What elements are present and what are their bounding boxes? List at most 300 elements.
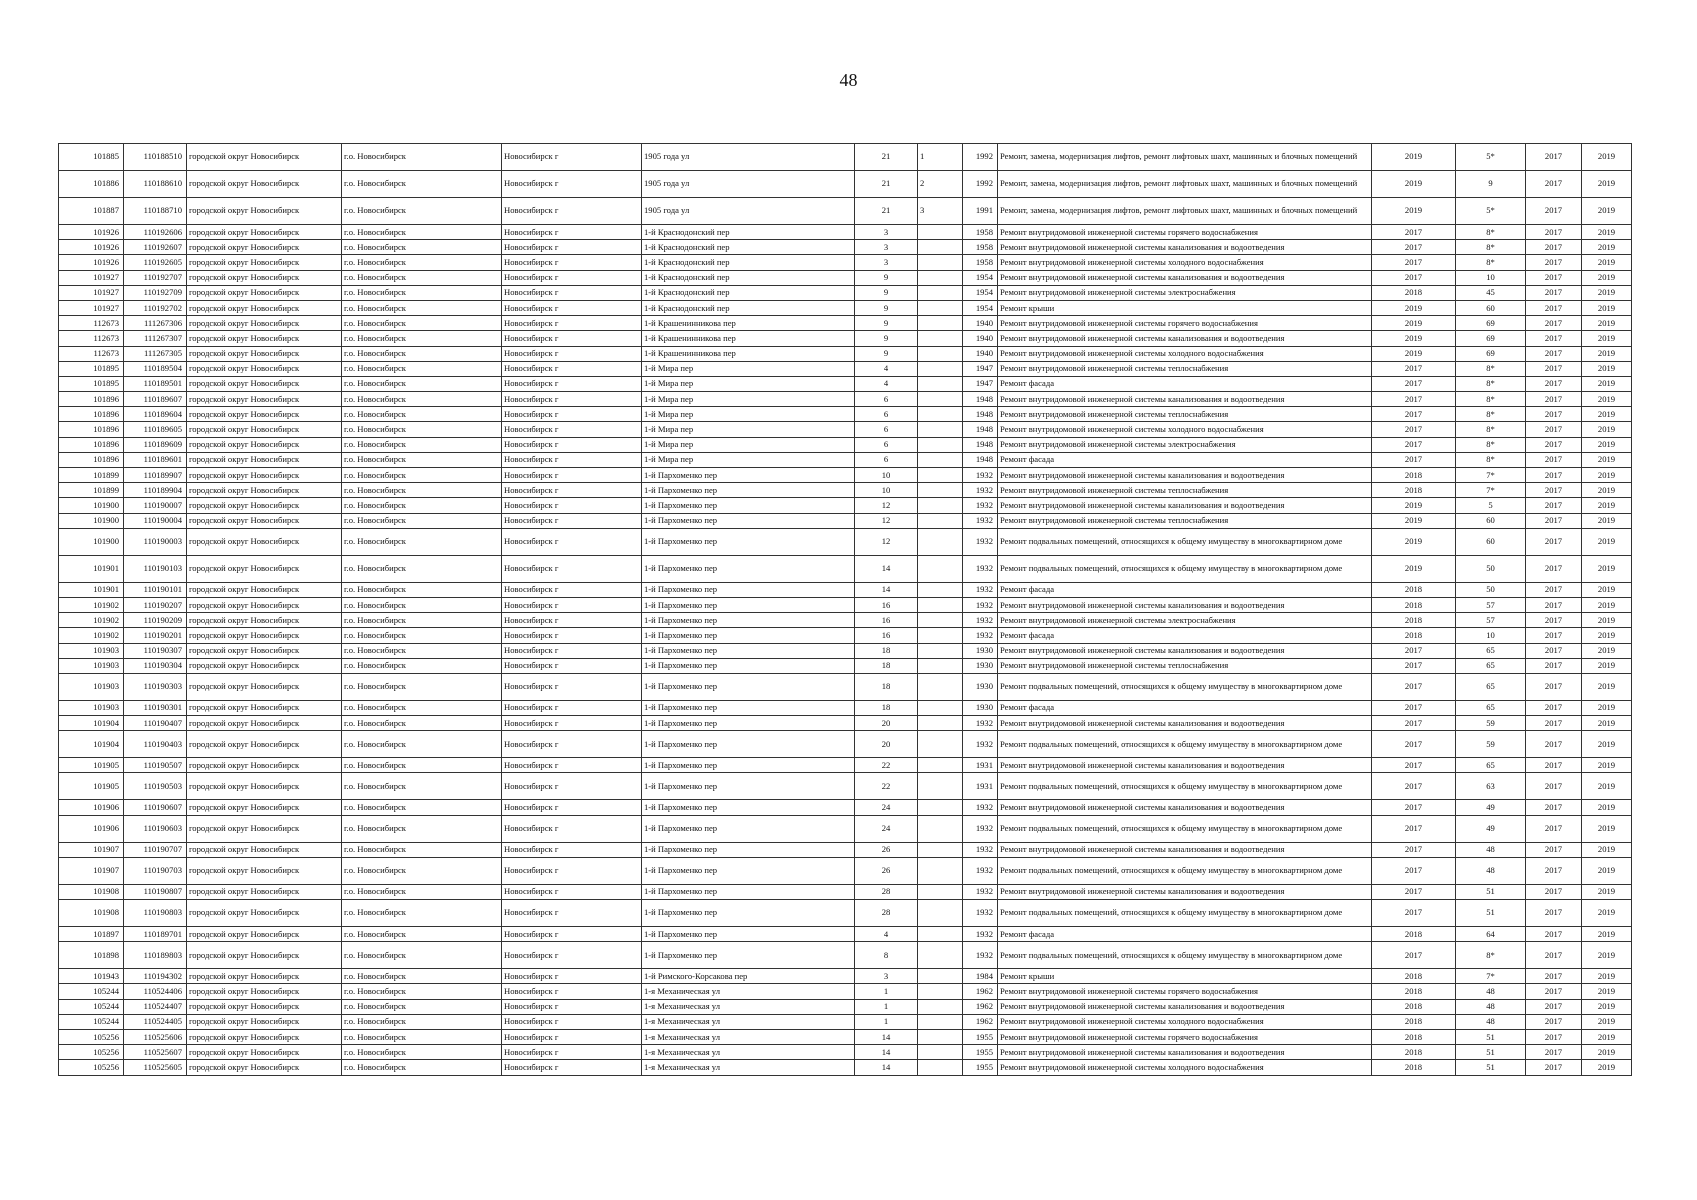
period-start-cell: 2017: [1526, 361, 1582, 376]
work-type-cell: Ремонт фасада: [998, 700, 1372, 715]
work-code-cell: 111267305: [124, 346, 187, 361]
wear-percent-cell: 8*: [1456, 240, 1526, 255]
house-number-cell: 4: [855, 361, 918, 376]
street-cell: 1-й Пархоменко пер: [642, 857, 855, 884]
locality-cell: Новосибирск г: [502, 437, 642, 452]
planned-year-cell: 2017: [1372, 700, 1456, 715]
settlement-cell: г.о. Новосибирск: [342, 331, 502, 346]
building-cell: [918, 758, 963, 773]
municipal-district-cell: городской округ Новосибирск: [187, 597, 342, 612]
period-end-cell: 2019: [1582, 422, 1632, 437]
period-end-cell: 2019: [1582, 331, 1632, 346]
planned-year-cell: 2017: [1372, 452, 1456, 467]
work-type-cell: Ремонт крыши: [998, 969, 1372, 984]
house-id-cell: 101903: [59, 658, 124, 673]
period-start-cell: 2017: [1526, 198, 1582, 225]
period-end-cell: 2019: [1582, 225, 1632, 240]
table-row: [59, 643, 1632, 658]
work-type-cell: Ремонт внутридомовой инженерной системы канализования и водоотведения: [998, 842, 1372, 857]
locality-cell: Новосибирск г: [502, 984, 642, 999]
locality-cell: Новосибирск г: [502, 171, 642, 198]
period-start-cell: 2017: [1526, 1029, 1582, 1044]
locality-cell: Новосибирск г: [502, 597, 642, 612]
work-type-cell: Ремонт подвальных помещений, относящихся к общему имуществу в многоквартирном доме: [998, 942, 1372, 969]
settlement-cell: г.о. Новосибирск: [342, 240, 502, 255]
street-cell: 1-й Краснодонский пер: [642, 285, 855, 300]
settlement-cell: г.о. Новосибирск: [342, 815, 502, 842]
street-cell: 1-я Механическая ул: [642, 1014, 855, 1029]
house-number-cell: 21: [855, 144, 918, 171]
table-row: [59, 628, 1632, 643]
settlement-cell: г.о. Новосибирск: [342, 927, 502, 942]
commissioning-year-cell: 1932: [963, 613, 998, 628]
work-type-cell: Ремонт фасада: [998, 582, 1372, 597]
period-end-cell: 2019: [1582, 483, 1632, 498]
settlement-cell: г.о. Новосибирск: [342, 758, 502, 773]
table-row: [59, 815, 1632, 842]
building-cell: [918, 999, 963, 1014]
table-row: [59, 331, 1632, 346]
wear-percent-cell: 65: [1456, 658, 1526, 673]
wear-percent-cell: 60: [1456, 513, 1526, 528]
street-cell: 1-й Крашенинникова пер: [642, 346, 855, 361]
house-id-cell: 101927: [59, 270, 124, 285]
municipal-district-cell: городской округ Новосибирск: [187, 171, 342, 198]
wear-percent-cell: 51: [1456, 1045, 1526, 1060]
locality-cell: Новосибирск г: [502, 555, 642, 582]
house-number-cell: 3: [855, 240, 918, 255]
wear-percent-cell: 8*: [1456, 225, 1526, 240]
building-cell: [918, 331, 963, 346]
locality-cell: Новосибирск г: [502, 407, 642, 422]
planned-year-cell: 2018: [1372, 468, 1456, 483]
commissioning-year-cell: 1932: [963, 800, 998, 815]
wear-percent-cell: 48: [1456, 1014, 1526, 1029]
house-id-cell: 101895: [59, 376, 124, 391]
planned-year-cell: 2017: [1372, 422, 1456, 437]
table-row: [59, 346, 1632, 361]
house-id-cell: 101906: [59, 800, 124, 815]
settlement-cell: г.о. Новосибирск: [342, 437, 502, 452]
locality-cell: Новосибирск г: [502, 815, 642, 842]
planned-year-cell: 2017: [1372, 900, 1456, 927]
planned-year-cell: 2018: [1372, 628, 1456, 643]
period-end-cell: 2019: [1582, 773, 1632, 800]
municipal-district-cell: городской округ Новосибирск: [187, 513, 342, 528]
settlement-cell: г.о. Новосибирск: [342, 144, 502, 171]
work-code-cell: 110189501: [124, 376, 187, 391]
building-cell: 1: [918, 144, 963, 171]
work-type-cell: Ремонт внутридомовой инженерной системы теплоснабжения: [998, 483, 1372, 498]
wear-percent-cell: 50: [1456, 582, 1526, 597]
commissioning-year-cell: 1991: [963, 198, 998, 225]
period-start-cell: 2017: [1526, 528, 1582, 555]
planned-year-cell: 2019: [1372, 555, 1456, 582]
house-id-cell: 101902: [59, 597, 124, 612]
table-row: [59, 285, 1632, 300]
locality-cell: Новосибирск г: [502, 842, 642, 857]
municipal-district-cell: городской округ Новосибирск: [187, 1045, 342, 1060]
street-cell: 1-й Краснодонский пер: [642, 270, 855, 285]
period-start-cell: 2017: [1526, 346, 1582, 361]
table-row: [59, 171, 1632, 198]
wear-percent-cell: 51: [1456, 884, 1526, 899]
commissioning-year-cell: 1930: [963, 658, 998, 673]
building-cell: [918, 300, 963, 315]
house-id-cell: 105244: [59, 1014, 124, 1029]
municipal-district-cell: городской округ Новосибирск: [187, 884, 342, 899]
work-type-cell: Ремонт внутридомовой инженерной системы электроснабжения: [998, 285, 1372, 300]
commissioning-year-cell: 1948: [963, 452, 998, 467]
building-cell: [918, 984, 963, 999]
page-number: 48: [839, 70, 858, 90]
street-cell: 1-й Мира пер: [642, 376, 855, 391]
wear-percent-cell: 63: [1456, 773, 1526, 800]
wear-percent-cell: 57: [1456, 613, 1526, 628]
municipal-district-cell: городской округ Новосибирск: [187, 144, 342, 171]
house-id-cell: 101887: [59, 198, 124, 225]
commissioning-year-cell: 1940: [963, 316, 998, 331]
house-number-cell: 9: [855, 331, 918, 346]
municipal-district-cell: городской округ Новосибирск: [187, 758, 342, 773]
locality-cell: Новосибирск г: [502, 927, 642, 942]
settlement-cell: г.о. Новосибирск: [342, 628, 502, 643]
house-id-cell: 101927: [59, 285, 124, 300]
house-number-cell: 6: [855, 437, 918, 452]
locality-cell: Новосибирск г: [502, 758, 642, 773]
municipal-district-cell: городской округ Новосибирск: [187, 225, 342, 240]
building-cell: [918, 969, 963, 984]
table-row: [59, 270, 1632, 285]
period-start-cell: 2017: [1526, 240, 1582, 255]
locality-cell: Новосибирск г: [502, 731, 642, 758]
period-start-cell: 2017: [1526, 773, 1582, 800]
municipal-district-cell: городской округ Новосибирск: [187, 528, 342, 555]
work-type-cell: Ремонт внутридомовой инженерной системы холодного водоснабжения: [998, 422, 1372, 437]
building-cell: [918, 555, 963, 582]
period-end-cell: 2019: [1582, 582, 1632, 597]
work-type-cell: Ремонт внутридомовой инженерной системы канализования и водоотведения: [998, 800, 1372, 815]
locality-cell: Новосибирск г: [502, 513, 642, 528]
work-code-cell: 110190403: [124, 731, 187, 758]
period-start-cell: 2017: [1526, 392, 1582, 407]
commissioning-year-cell: 1958: [963, 255, 998, 270]
house-number-cell: 18: [855, 658, 918, 673]
house-number-cell: 16: [855, 613, 918, 628]
period-start-cell: 2017: [1526, 927, 1582, 942]
table-row: [59, 582, 1632, 597]
municipal-district-cell: городской округ Новосибирск: [187, 361, 342, 376]
table-row: [59, 716, 1632, 731]
work-type-cell: Ремонт фасада: [998, 927, 1372, 942]
work-type-cell: Ремонт внутридомовой инженерной системы канализования и водоотведения: [998, 498, 1372, 513]
planned-year-cell: 2017: [1372, 407, 1456, 422]
house-id-cell: 101899: [59, 483, 124, 498]
table-row: [59, 255, 1632, 270]
locality-cell: Новосибирск г: [502, 658, 642, 673]
locality-cell: Новосибирск г: [502, 1014, 642, 1029]
period-start-cell: 2017: [1526, 582, 1582, 597]
work-code-cell: 110190201: [124, 628, 187, 643]
street-cell: 1-й Пархоменко пер: [642, 700, 855, 715]
street-cell: 1-й Пархоменко пер: [642, 483, 855, 498]
period-end-cell: 2019: [1582, 270, 1632, 285]
period-end-cell: 2019: [1582, 927, 1632, 942]
house-id-cell: 101900: [59, 498, 124, 513]
table-row: [59, 225, 1632, 240]
locality-cell: Новосибирск г: [502, 1060, 642, 1075]
planned-year-cell: 2018: [1372, 1060, 1456, 1075]
house-id-cell: 101901: [59, 555, 124, 582]
wear-percent-cell: 51: [1456, 1060, 1526, 1075]
table-row: [59, 407, 1632, 422]
table-row: [59, 900, 1632, 927]
locality-cell: Новосибирск г: [502, 716, 642, 731]
locality-cell: Новосибирск г: [502, 468, 642, 483]
house-number-cell: 9: [855, 270, 918, 285]
locality-cell: Новосибирск г: [502, 942, 642, 969]
municipal-district-cell: городской округ Новосибирск: [187, 300, 342, 315]
table-row: [59, 437, 1632, 452]
table-row: [59, 528, 1632, 555]
wear-percent-cell: 10: [1456, 270, 1526, 285]
work-code-cell: 111267306: [124, 316, 187, 331]
period-end-cell: 2019: [1582, 171, 1632, 198]
period-start-cell: 2017: [1526, 984, 1582, 999]
period-start-cell: 2017: [1526, 422, 1582, 437]
wear-percent-cell: 8*: [1456, 942, 1526, 969]
locality-cell: Новосибирск г: [502, 300, 642, 315]
building-cell: [918, 643, 963, 658]
table-row: [59, 969, 1632, 984]
house-number-cell: 12: [855, 498, 918, 513]
house-id-cell: 101900: [59, 513, 124, 528]
table-row: [59, 842, 1632, 857]
street-cell: 1-я Механическая ул: [642, 999, 855, 1014]
street-cell: 1905 года ул: [642, 198, 855, 225]
wear-percent-cell: 59: [1456, 716, 1526, 731]
period-start-cell: 2017: [1526, 815, 1582, 842]
settlement-cell: г.о. Новосибирск: [342, 1014, 502, 1029]
work-code-cell: 110189609: [124, 437, 187, 452]
settlement-cell: г.о. Новосибирск: [342, 999, 502, 1014]
locality-cell: Новосибирск г: [502, 225, 642, 240]
commissioning-year-cell: 1932: [963, 582, 998, 597]
house-id-cell: 105244: [59, 984, 124, 999]
work-code-cell: 110190103: [124, 555, 187, 582]
wear-percent-cell: 8*: [1456, 392, 1526, 407]
work-type-cell: Ремонт внутридомовой инженерной системы холодного водоснабжения: [998, 346, 1372, 361]
planned-year-cell: 2017: [1372, 270, 1456, 285]
planned-year-cell: 2017: [1372, 815, 1456, 842]
period-start-cell: 2017: [1526, 999, 1582, 1014]
house-number-cell: 1: [855, 999, 918, 1014]
municipal-district-cell: городской округ Новосибирск: [187, 316, 342, 331]
work-code-cell: 110525606: [124, 1029, 187, 1044]
period-start-cell: 2017: [1526, 942, 1582, 969]
locality-cell: Новосибирск г: [502, 969, 642, 984]
table-row: [59, 942, 1632, 969]
wear-percent-cell: 69: [1456, 316, 1526, 331]
table-row: [59, 422, 1632, 437]
wear-percent-cell: 48: [1456, 984, 1526, 999]
period-start-cell: 2017: [1526, 555, 1582, 582]
street-cell: 1-й Пархоменко пер: [642, 513, 855, 528]
house-number-cell: 4: [855, 376, 918, 391]
period-end-cell: 2019: [1582, 316, 1632, 331]
commissioning-year-cell: 1930: [963, 700, 998, 715]
work-type-cell: Ремонт подвальных помещений, относящихся к общему имуществу в многоквартирном доме: [998, 555, 1372, 582]
locality-cell: Новосибирск г: [502, 884, 642, 899]
house-id-cell: 101904: [59, 731, 124, 758]
commissioning-year-cell: 1932: [963, 468, 998, 483]
street-cell: 1-й Мира пер: [642, 452, 855, 467]
settlement-cell: г.о. Новосибирск: [342, 597, 502, 612]
building-cell: [918, 468, 963, 483]
planned-year-cell: 2019: [1372, 498, 1456, 513]
locality-cell: Новосибирск г: [502, 1029, 642, 1044]
house-id-cell: 105244: [59, 999, 124, 1014]
house-id-cell: 101902: [59, 628, 124, 643]
street-cell: 1-й Пархоменко пер: [642, 658, 855, 673]
period-start-cell: 2017: [1526, 842, 1582, 857]
settlement-cell: г.о. Новосибирск: [342, 555, 502, 582]
work-type-cell: Ремонт фасада: [998, 628, 1372, 643]
wear-percent-cell: 64: [1456, 927, 1526, 942]
wear-percent-cell: 8*: [1456, 255, 1526, 270]
table-row: [59, 513, 1632, 528]
wear-percent-cell: 57: [1456, 597, 1526, 612]
house-number-cell: 22: [855, 758, 918, 773]
settlement-cell: г.о. Новосибирск: [342, 498, 502, 513]
house-id-cell: 101896: [59, 452, 124, 467]
building-cell: [918, 815, 963, 842]
period-start-cell: 2017: [1526, 613, 1582, 628]
table-row: [59, 144, 1632, 171]
period-start-cell: 2017: [1526, 171, 1582, 198]
wear-percent-cell: 65: [1456, 700, 1526, 715]
table-row: [59, 468, 1632, 483]
commissioning-year-cell: 1955: [963, 1045, 998, 1060]
period-end-cell: 2019: [1582, 452, 1632, 467]
planned-year-cell: 2018: [1372, 597, 1456, 612]
planned-year-cell: 2019: [1372, 198, 1456, 225]
wear-percent-cell: 60: [1456, 300, 1526, 315]
work-code-cell: 110190301: [124, 700, 187, 715]
planned-year-cell: 2019: [1372, 171, 1456, 198]
period-end-cell: 2019: [1582, 528, 1632, 555]
table-row: [59, 927, 1632, 942]
period-start-cell: 2017: [1526, 1045, 1582, 1060]
work-code-cell: 110189907: [124, 468, 187, 483]
commissioning-year-cell: 1955: [963, 1029, 998, 1044]
work-code-cell: 110189601: [124, 452, 187, 467]
table-row: [59, 376, 1632, 391]
period-end-cell: 2019: [1582, 437, 1632, 452]
table-row: [59, 1060, 1632, 1075]
municipal-district-cell: городской округ Новосибирск: [187, 673, 342, 700]
period-start-cell: 2017: [1526, 331, 1582, 346]
house-id-cell: 101903: [59, 673, 124, 700]
house-number-cell: 20: [855, 731, 918, 758]
house-number-cell: 14: [855, 555, 918, 582]
building-cell: [918, 1060, 963, 1075]
house-number-cell: 28: [855, 900, 918, 927]
commissioning-year-cell: 1948: [963, 437, 998, 452]
street-cell: 1-й Краснодонский пер: [642, 225, 855, 240]
house-number-cell: 8: [855, 942, 918, 969]
period-end-cell: 2019: [1582, 900, 1632, 927]
house-id-cell: 101897: [59, 927, 124, 942]
house-number-cell: 10: [855, 483, 918, 498]
planned-year-cell: 2017: [1372, 884, 1456, 899]
municipal-district-cell: городской округ Новосибирск: [187, 255, 342, 270]
municipal-district-cell: городской округ Новосибирск: [187, 731, 342, 758]
period-start-cell: 2017: [1526, 731, 1582, 758]
commissioning-year-cell: 1932: [963, 927, 998, 942]
period-start-cell: 2017: [1526, 225, 1582, 240]
settlement-cell: г.о. Новосибирск: [342, 483, 502, 498]
locality-cell: Новосибирск г: [502, 1045, 642, 1060]
house-id-cell: 101896: [59, 407, 124, 422]
house-number-cell: 26: [855, 857, 918, 884]
work-type-cell: Ремонт внутридомовой инженерной системы горячего водоснабжения: [998, 316, 1372, 331]
building-cell: [918, 255, 963, 270]
locality-cell: Новосибирск г: [502, 346, 642, 361]
house-id-cell: 101926: [59, 255, 124, 270]
settlement-cell: г.о. Новосибирск: [342, 613, 502, 628]
commissioning-year-cell: 1932: [963, 900, 998, 927]
settlement-cell: г.о. Новосибирск: [342, 392, 502, 407]
settlement-cell: г.о. Новосибирск: [342, 361, 502, 376]
work-type-cell: Ремонт внутридомовой инженерной системы канализования и водоотведения: [998, 392, 1372, 407]
wear-percent-cell: 65: [1456, 643, 1526, 658]
period-start-cell: 2017: [1526, 513, 1582, 528]
house-number-cell: 4: [855, 927, 918, 942]
period-end-cell: 2019: [1582, 407, 1632, 422]
settlement-cell: г.о. Новосибирск: [342, 969, 502, 984]
settlement-cell: г.о. Новосибирск: [342, 285, 502, 300]
planned-year-cell: 2017: [1372, 716, 1456, 731]
house-number-cell: 3: [855, 225, 918, 240]
period-start-cell: 2017: [1526, 1060, 1582, 1075]
settlement-cell: г.о. Новосибирск: [342, 452, 502, 467]
settlement-cell: г.о. Новосибирск: [342, 1029, 502, 1044]
commissioning-year-cell: 1940: [963, 331, 998, 346]
work-code-cell: 110189504: [124, 361, 187, 376]
settlement-cell: г.о. Новосибирск: [342, 673, 502, 700]
settlement-cell: г.о. Новосибирск: [342, 942, 502, 969]
period-start-cell: 2017: [1526, 673, 1582, 700]
work-type-cell: Ремонт крыши: [998, 300, 1372, 315]
commissioning-year-cell: 1930: [963, 643, 998, 658]
period-end-cell: 2019: [1582, 884, 1632, 899]
work-code-cell: 110525607: [124, 1045, 187, 1060]
table-row: [59, 999, 1632, 1014]
building-cell: [918, 513, 963, 528]
table-row: [59, 673, 1632, 700]
work-code-cell: 110190003: [124, 528, 187, 555]
period-end-cell: 2019: [1582, 857, 1632, 884]
house-id-cell: 101927: [59, 300, 124, 315]
street-cell: 1905 года ул: [642, 144, 855, 171]
period-start-cell: 2017: [1526, 483, 1582, 498]
period-start-cell: 2017: [1526, 437, 1582, 452]
municipal-district-cell: городской округ Новосибирск: [187, 900, 342, 927]
street-cell: 1-й Мира пер: [642, 437, 855, 452]
house-id-cell: 101895: [59, 361, 124, 376]
work-code-cell: 110524405: [124, 1014, 187, 1029]
